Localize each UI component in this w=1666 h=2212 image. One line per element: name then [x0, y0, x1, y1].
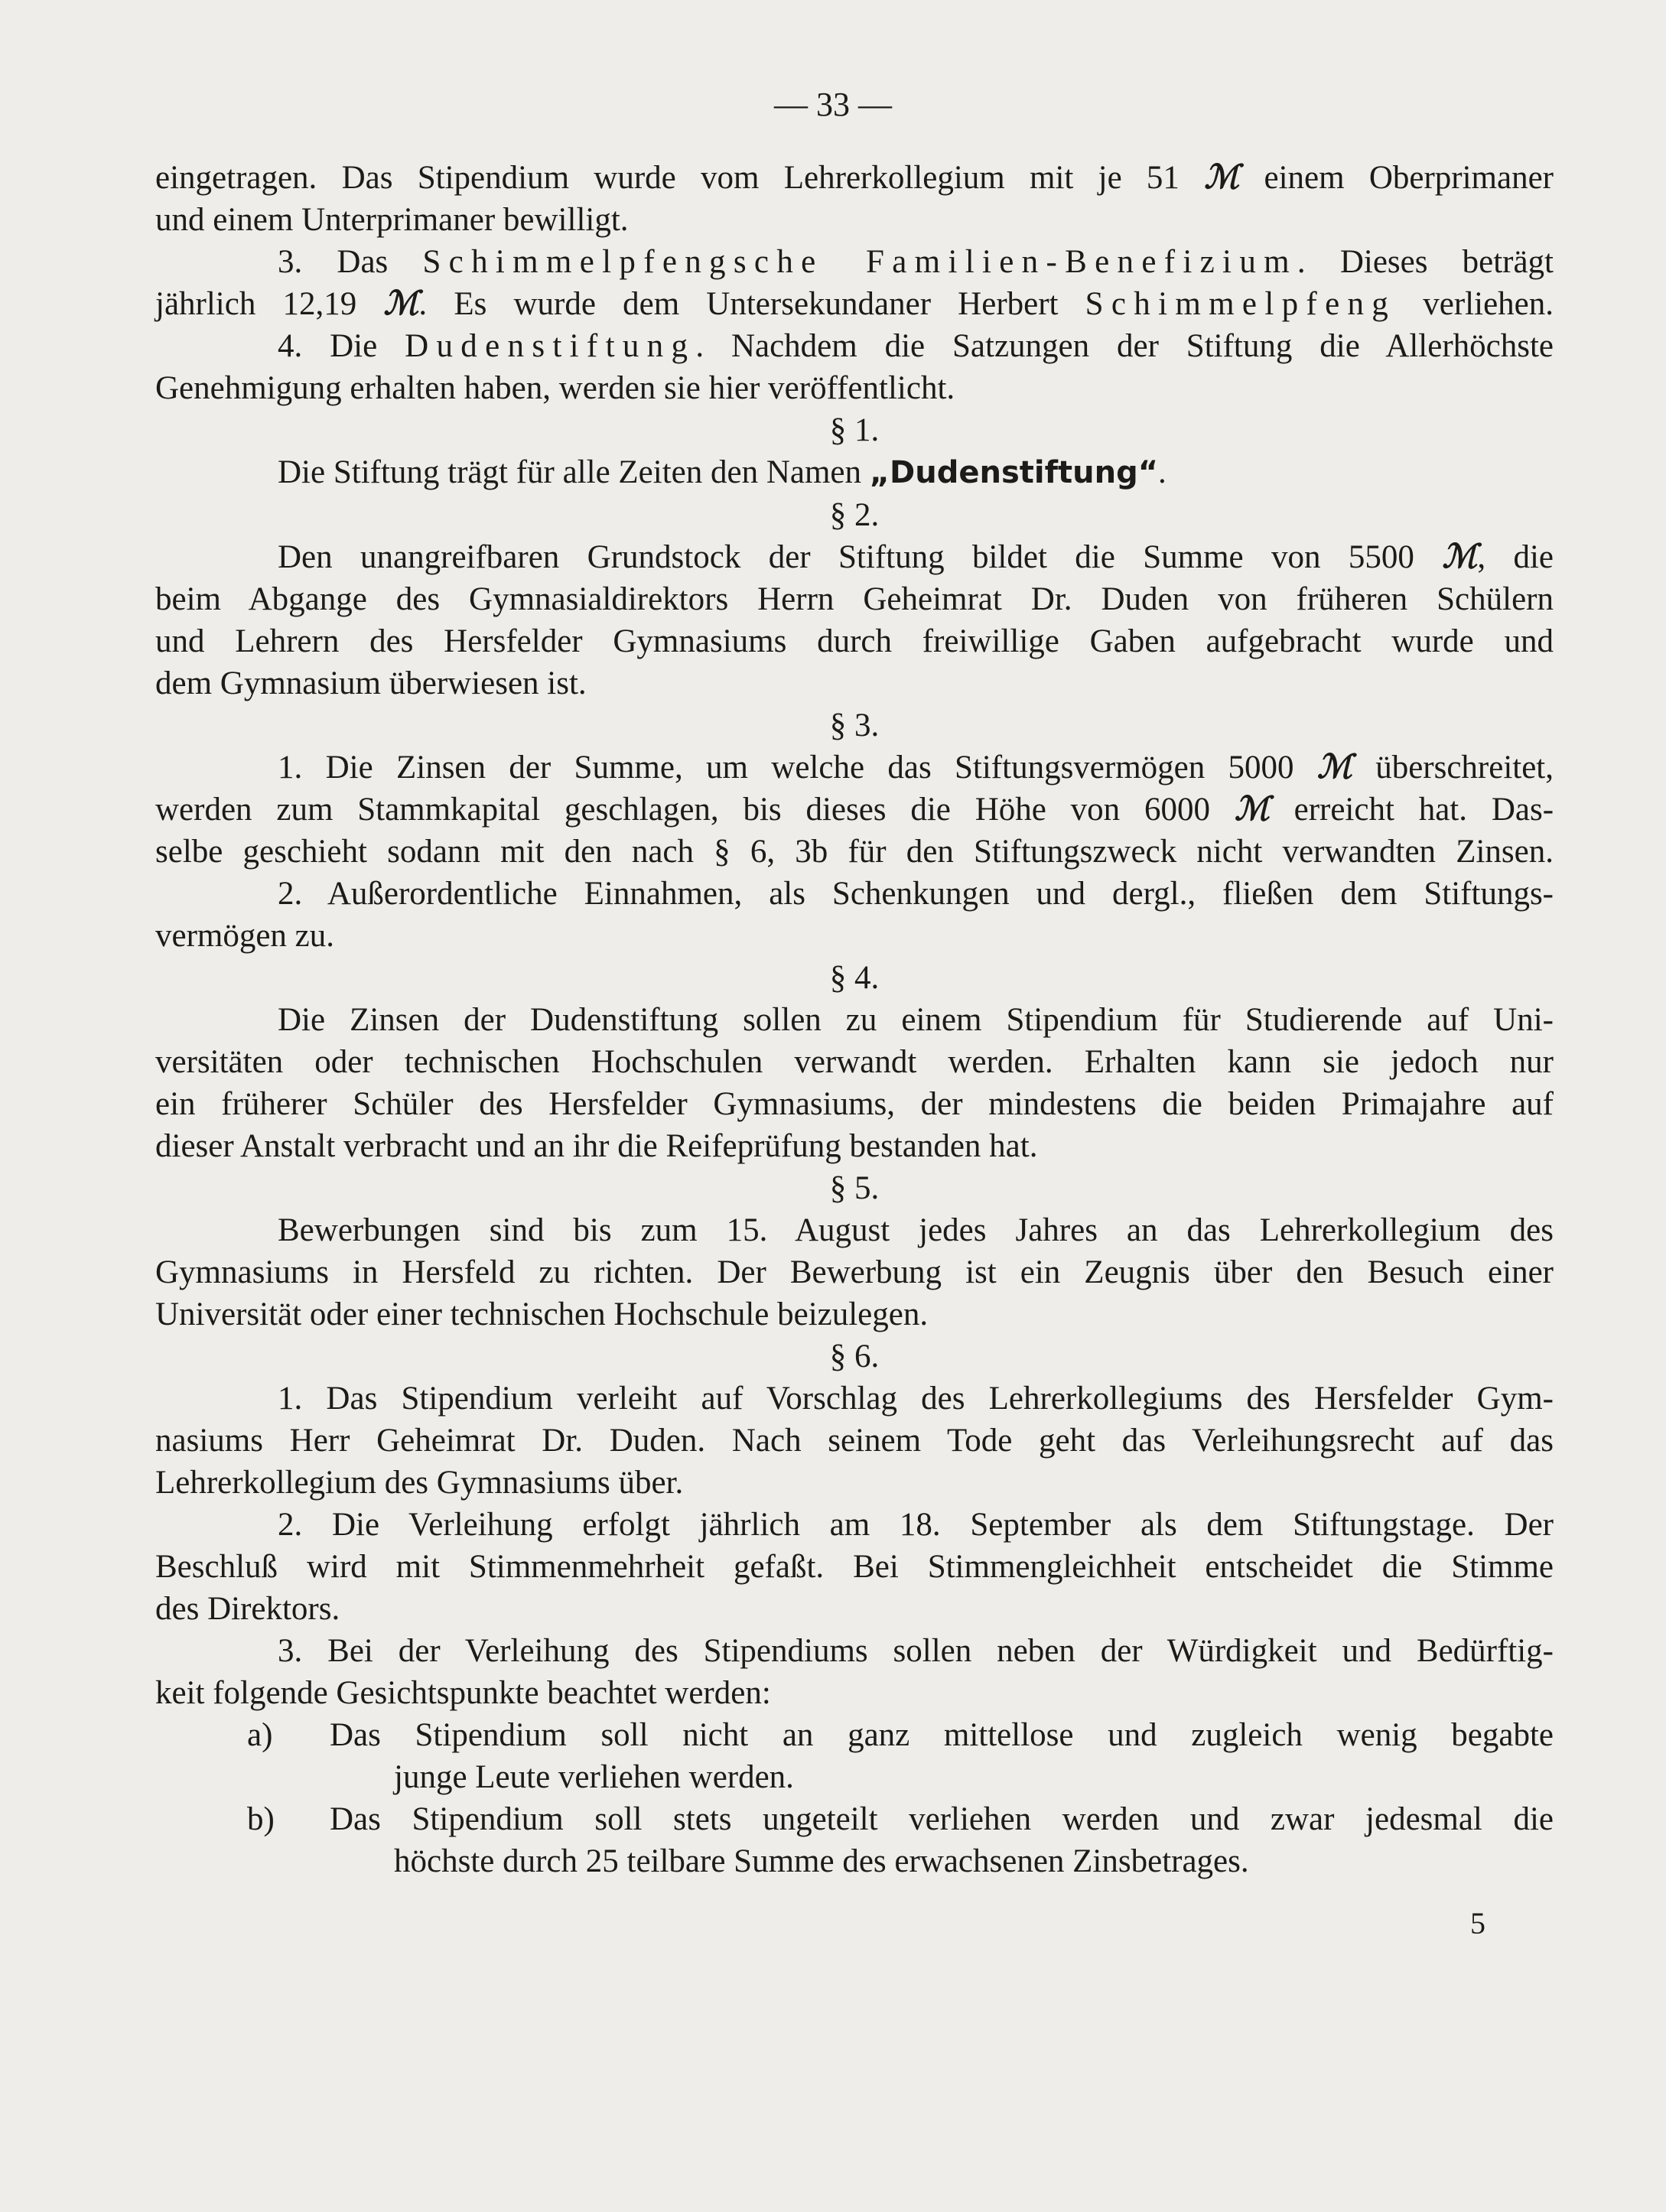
spaced-name: Schimmelpfeng — [1085, 286, 1397, 322]
text-line: 2. Die Verleihung erfolgt jährlich am 18. September als dem Stiftungstage. Der — [278, 1507, 1554, 1543]
bold-name: „Dudenstiftung“ — [869, 455, 1158, 490]
text-line: Universität oder einer technischen Hochschule beizulegen. — [155, 1296, 929, 1332]
section-heading: § 4. — [829, 960, 880, 996]
mark-symbol: ℳ — [1442, 539, 1478, 575]
list-label: b) — [247, 1801, 275, 1837]
page-body — [155, 157, 1554, 1882]
text-line: nasiums Herr Geheimrat Dr. Duden. Nach seinem Tode geht das Verleihungsrecht auf das — [155, 1423, 1554, 1459]
text-line: eingetragen. Das Stipendium wurde vom Lehrerkollegium mit je 51 ℳ einem Oberprimaner — [155, 160, 1554, 196]
text-line: dieser Anstalt verbracht und an ihr die Reifeprüfung bestanden hat. — [155, 1128, 1038, 1164]
section-heading: § 2. — [829, 497, 880, 533]
text-line: 2. Außerordentliche Einnahmen, als Schenkungen und dergl., fließen dem Stiftungs- — [278, 876, 1554, 912]
text-line: beim Abgange des Gymnasialdirektors Herrn Geheimrat Dr. Duden von früheren Schülern — [155, 581, 1554, 617]
list-item: a) Das Stipendium soll nicht an ganz mittellose und zugleich wenig begabte — [155, 1714, 1554, 1756]
section-heading: § 5. — [829, 1170, 880, 1206]
text-line: 1. Die Zinsen der Summe, um welche das Stiftungsvermögen 5000 ℳ überschreitet, — [278, 750, 1554, 786]
list-label: a) — [247, 1717, 273, 1753]
section-heading: § 6. — [829, 1339, 880, 1374]
spaced-name: Dudenstiftung — [405, 328, 696, 364]
text-line: 3. Bei der Verleihung des Stipendiums sollen neben der Würdigkeit und Bedürftig- — [278, 1633, 1554, 1669]
text-line: Genehmigung erhalten haben, werden sie hier veröffentlicht. — [155, 370, 955, 406]
text-line: Die Stiftung trägt für alle Zeiten den Namen „Dudenstiftung“. — [278, 454, 1167, 490]
signature-mark: 5 — [1470, 1906, 1485, 1940]
mark-symbol: ℳ — [1204, 160, 1240, 196]
text-line: höchste durch 25 teilbare Summe des erwachsenen Zinsbetrages. — [394, 1843, 1249, 1879]
mark-symbol: ℳ — [383, 286, 419, 322]
text-line: Den unangreifbaren Grundstock der Stiftung bildet die Summe von 5500 ℳ, die — [278, 539, 1554, 575]
spaced-name: Schimmelpfengsche Familien-Benefizium — [422, 244, 1297, 280]
text-line: Beschluß wird mit Stimmenmehrheit gefaßt. Bei Stimmengleichheit entscheidet die Stimme — [155, 1549, 1554, 1585]
text-line: dem Gymnasium überwiesen ist. — [155, 665, 587, 701]
text-line: keit folgende Gesichtspunkte beachtet werden: — [155, 1675, 771, 1711]
text-line: 1. Das Stipendium verleiht auf Vorschlag des Lehrerkollegiums des Hersfelder Gym- — [278, 1381, 1554, 1417]
text-line: jährlich 12,19 ℳ. Es wurde dem Untersekundaner Herbert Schimmelpfeng verliehen. — [155, 286, 1554, 322]
text-line: junge Leute verliehen werden. — [394, 1759, 794, 1795]
text-line: und einem Unterprimaner bewilligt. — [155, 202, 629, 238]
list-item: b) Das Stipendium soll stets ungeteilt verliehen werden und zwar jedesmal die — [155, 1798, 1554, 1840]
text-line: vermögen zu. — [155, 918, 335, 954]
page-number: — 33 — — [774, 86, 892, 123]
text-line: Bewerbungen sind bis zum 15. August jedes Jahres an das Lehrerkollegium des — [278, 1212, 1554, 1248]
text-line: versitäten oder technischen Hochschulen verwandt werden. Erhalten kann sie jedoch nur — [155, 1044, 1554, 1080]
section-heading: § 3. — [829, 708, 880, 743]
text-line: Lehrerkollegium des Gymnasiums über. — [155, 1465, 684, 1501]
text-line: ein früherer Schüler des Hersfelder Gymnasiums, der mindestens die beiden Primajahre auf — [155, 1086, 1554, 1122]
text-line: Gymnasiums in Hersfeld zu richten. Der Bewerbung ist ein Zeugnis über den Besuch einer — [155, 1254, 1554, 1290]
text-line: Die Zinsen der Dudenstiftung sollen zu einem Stipendium für Studierende auf Uni- — [278, 1002, 1554, 1038]
mark-symbol: ℳ — [1316, 750, 1352, 786]
text-line: des Direktors. — [155, 1591, 340, 1627]
text-line: und Lehrern des Hersfelder Gymnasiums durch freiwillige Gaben aufgebracht wurde und — [155, 623, 1554, 659]
text-line: selbe geschieht sodann mit den nach § 6, 3b für den Stiftungszweck nicht verwandten Zinsen. — [155, 834, 1554, 870]
text-line: 3. Das Schimmelpfengsche Familien-Benefizium. Dieses beträgt — [278, 244, 1554, 280]
section-heading: § 1. — [829, 412, 880, 448]
text-line: 4. Die Dudenstiftung. Nachdem die Satzungen der Stiftung die Allerhöchste — [278, 328, 1554, 364]
text-line: werden zum Stammkapital geschlagen, bis dieses die Höhe von 6000 ℳ erreicht hat. Das- — [155, 792, 1554, 828]
mark-symbol: ℳ — [1234, 792, 1270, 828]
